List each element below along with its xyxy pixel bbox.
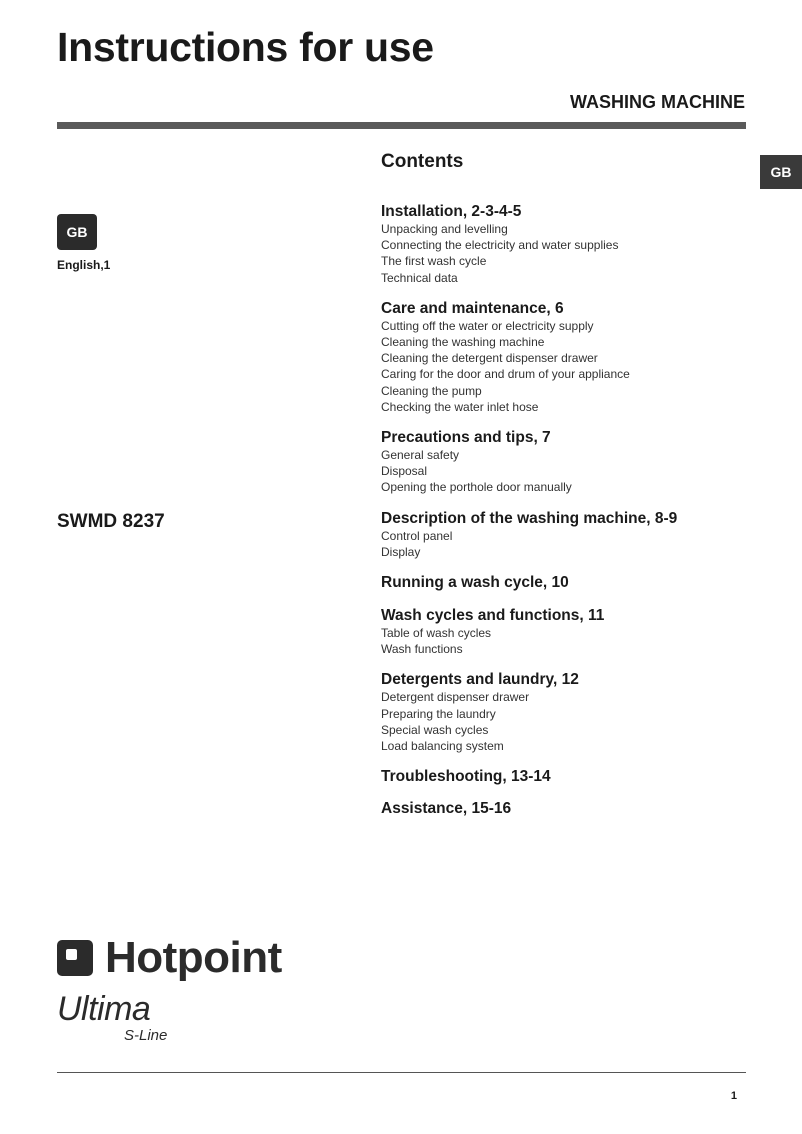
page-title: Instructions for use: [57, 24, 434, 70]
toc-item[interactable]: Table of wash cycles: [381, 626, 492, 641]
toc-section-description: [381, 510, 751, 560]
toc-section-precautions: [381, 429, 751, 496]
language-link-english[interactable]: English,1: [57, 258, 111, 272]
toc-section-running: [381, 574, 751, 592]
toc-item[interactable]: Control panel: [381, 528, 453, 543]
brand-logo: [57, 932, 282, 984]
toc-item[interactable]: Unpacking and levelling: [381, 222, 508, 236]
toc-item[interactable]: Connecting the electricity and water supplies: [381, 238, 619, 253]
toc-item[interactable]: Disposal: [381, 464, 428, 479]
toc-item[interactable]: Special wash cycles: [381, 722, 489, 737]
toc-item[interactable]: Cleaning the pump: [381, 383, 482, 398]
contents-heading: Contents: [381, 151, 464, 172]
toc-section-title[interactable]: Installation, 2-3-4-5: [381, 203, 522, 220]
toc-section-title[interactable]: Troubleshooting, 13-14: [381, 768, 551, 786]
header-rule: [57, 122, 746, 129]
toc-section-detergents: [381, 671, 751, 754]
language-side-tab: GB: [760, 155, 802, 189]
toc-section-title[interactable]: Running a wash cycle, 10: [381, 574, 569, 592]
table-of-contents: [381, 203, 751, 818]
page-number: 1: [730, 1090, 737, 1102]
toc-section-installation: [381, 203, 751, 286]
toc-item[interactable]: Display: [381, 544, 421, 559]
document-subtitle: WASHING MACHINE: [570, 92, 745, 112]
toc-item[interactable]: Cleaning the detergent dispenser drawer: [381, 351, 598, 366]
toc-item[interactable]: Cutting off the water or electricity supply: [381, 318, 594, 333]
model-number: SWMD 8237: [57, 511, 165, 532]
hotpoint-logo-icon: [57, 940, 93, 976]
toc-section-troubleshooting: [381, 768, 751, 786]
toc-section-title[interactable]: Detergents and laundry, 12: [381, 671, 579, 689]
toc-item[interactable]: Cleaning the washing machine: [381, 335, 545, 350]
toc-item[interactable]: Wash functions: [381, 642, 463, 657]
toc-section-care: [381, 300, 751, 415]
toc-section-title[interactable]: Precautions and tips, 7: [381, 429, 551, 447]
toc-item[interactable]: The first wash cycle: [381, 254, 487, 269]
toc-item[interactable]: Load balancing system: [381, 739, 504, 754]
brand-name: Hotpoint: [105, 933, 282, 982]
product-subline-name: S-Line: [124, 1027, 168, 1044]
toc-item[interactable]: General safety: [381, 448, 460, 463]
toc-item[interactable]: Opening the porthole door manually: [381, 480, 572, 495]
toc-item[interactable]: Detergent dispenser drawer: [381, 690, 530, 705]
toc-item[interactable]: Caring for the door and drum of your appliance: [381, 367, 630, 382]
product-line-name: Ultima: [57, 990, 151, 1028]
toc-section-title[interactable]: Care and maintenance, 6: [381, 299, 564, 317]
toc-item[interactable]: Checking the water inlet hose: [381, 399, 539, 414]
toc-item[interactable]: Preparing the laundry: [381, 706, 496, 721]
toc-item[interactable]: Technical data: [381, 270, 458, 285]
toc-section-title[interactable]: Description of the washing machine, 8-9: [381, 509, 678, 527]
language-badge: GB: [57, 214, 97, 250]
footer-rule: [57, 1072, 746, 1073]
toc-section-assistance: [381, 800, 751, 818]
toc-section-title[interactable]: Wash cycles and functions, 11: [381, 607, 605, 625]
toc-section-title[interactable]: Assistance, 15-16: [381, 800, 512, 818]
toc-section-wash-cycles: [381, 607, 751, 657]
